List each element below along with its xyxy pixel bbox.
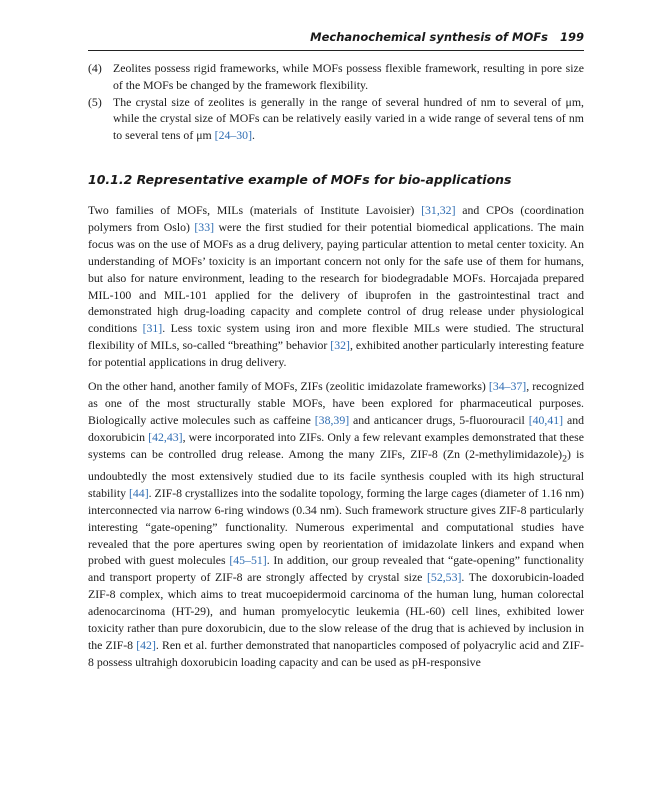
text-run: , recognized as one of the most structurally stable MOFs, have been explored for pharmaceutical purposes. Biologically active molecules such as caffeine xyxy=(88,379,584,427)
text-run: and CPOs (coordination polymers from Oslo) xyxy=(88,203,584,234)
list-item-number: (5) xyxy=(88,94,102,109)
text-run: and anticancer drugs, 5-fluorouracil xyxy=(349,412,529,427)
body-text xyxy=(88,202,584,678)
text-run: . In addition, our group revealed that “gate-opening” functionality and transport property of ZIF-8 are strongly affected by crystal size xyxy=(88,553,585,585)
citation-link[interactable]: [38,39] xyxy=(314,412,350,427)
list-item-number: (4) xyxy=(88,61,102,75)
text-run: were the first studied for their potential biomedical applications. The main focus was on the use of MOFs as a drug delivery, paying particular attention to metal center toxicity. An understanding of MOFs’ toxicity is an important concern not only for the safe use of them for humans, but also for nature environment, leading to the research for biodegradable MOFs. Horcajada prepared MIL-100 and MIL-101 applied for the delivery of ibuprofen in the gastrointestinal tract and demonstrated high drug-loading capacity and complete control of drug release under physiological conditions xyxy=(88,219,584,336)
subscript: 2 xyxy=(562,453,568,465)
text-run: On the other hand, another family of MOFs, ZIFs (zeolitic imidazolate frameworks) xyxy=(88,379,489,394)
citation-link[interactable]: [52,53] xyxy=(427,570,462,585)
text-run: . The doxorubicin-loaded ZIF-8 complex, which aims to treat mucoepidermoid carcinoma of the human lung, human colorectal adenocarcinoma (HT-29), and human promyelocytic leukemia (HL-60) cell lines, exhibited lower toxicity rather than pure doxorubicin, due to the slow release of the drug that is achieved by inclusion in the ZIF-8 xyxy=(88,570,585,653)
text-run: . Less toxic system using iron and more flexible MILs were studied. The structural flexibility of MILs, so-called “breathing” behavior xyxy=(88,321,584,353)
text-run: . Ren et al. further demonstrated that nanoparticles composed of polyacrylic acid and ZIF-8 possess ultrahigh doxorubicin loading capacity and can be used as pH-responsive xyxy=(88,638,584,669)
citation-link[interactable]: [42,43] xyxy=(148,429,183,444)
citation-link[interactable]: [24–30] xyxy=(214,128,253,143)
citation-link[interactable]: [42] xyxy=(136,638,156,653)
citation-link[interactable]: [45–51] xyxy=(229,553,267,568)
citation-link[interactable]: [40,41] xyxy=(528,412,564,427)
paragraph-2 xyxy=(88,378,584,671)
citation-link[interactable]: [32] xyxy=(330,338,350,353)
text-run: . ZIF-8 crystallizes into the sodalite topology, forming the large cages (diameter of 1.16 nm) interconnected via narrow 6-ring windows (0.34 nm). Such framework structure gives ZIF-8 particularly interesting “gate-opening” functionality. Numerous experimental and computational studies have revealed that the pore apertures swing open by reorientation of imidazolate linkers and expand when probed with guest molecules xyxy=(88,485,584,568)
text-run: and doxorubicin xyxy=(88,412,584,444)
running-header xyxy=(88,30,584,48)
text-run: ) is undoubtedly the most extensively studied due to its facile synthesis coupled with its high structural stability xyxy=(88,446,584,500)
page-number: 199 xyxy=(559,30,584,44)
citation-link[interactable]: [31] xyxy=(142,321,163,336)
citation-link[interactable]: [31,32] xyxy=(421,203,456,217)
list-item-text: The crystal size of zeolites is generally in the range of several hundred of nm to several of μm, while the crystal size of MOFs can be relatively easily varied in a wide range of several tens of nm to several tens of μm xyxy=(113,94,584,143)
running-header-title: Mechanochemical synthesis of MOFs xyxy=(310,30,548,44)
citation-link[interactable]: [44] xyxy=(128,485,149,500)
paragraph-1 xyxy=(88,202,584,371)
header-rule xyxy=(88,50,584,51)
citation-link[interactable]: [33] xyxy=(194,219,215,234)
text-run: , exhibited another particularly interesting feature for potential applications in drug delivery. xyxy=(88,338,584,370)
list-item-text: . xyxy=(252,128,255,143)
citation-link[interactable]: [34–37] xyxy=(488,379,527,394)
list-item xyxy=(88,60,584,94)
text-run: Two families of MOFs, MILs (materials of Institute Lavoisier) xyxy=(88,203,422,217)
numbered-list xyxy=(88,60,584,144)
list-item-text: Zeolites possess rigid frameworks, while MOFs possess flexible framework, resulting in pore size of the MOFs be changed by the framework flexibility. xyxy=(113,61,584,92)
section-heading: 10.1.2 Representative example of MOFs for bio-applications xyxy=(88,172,512,187)
list-item xyxy=(88,94,584,144)
text-run: , were incorporated into ZIFs. Only a few relevant examples demonstrated that these systems can be controlled drug release. Among the many ZIFs, ZIF-8 (Zn (2-methylimidazole) xyxy=(88,429,584,461)
